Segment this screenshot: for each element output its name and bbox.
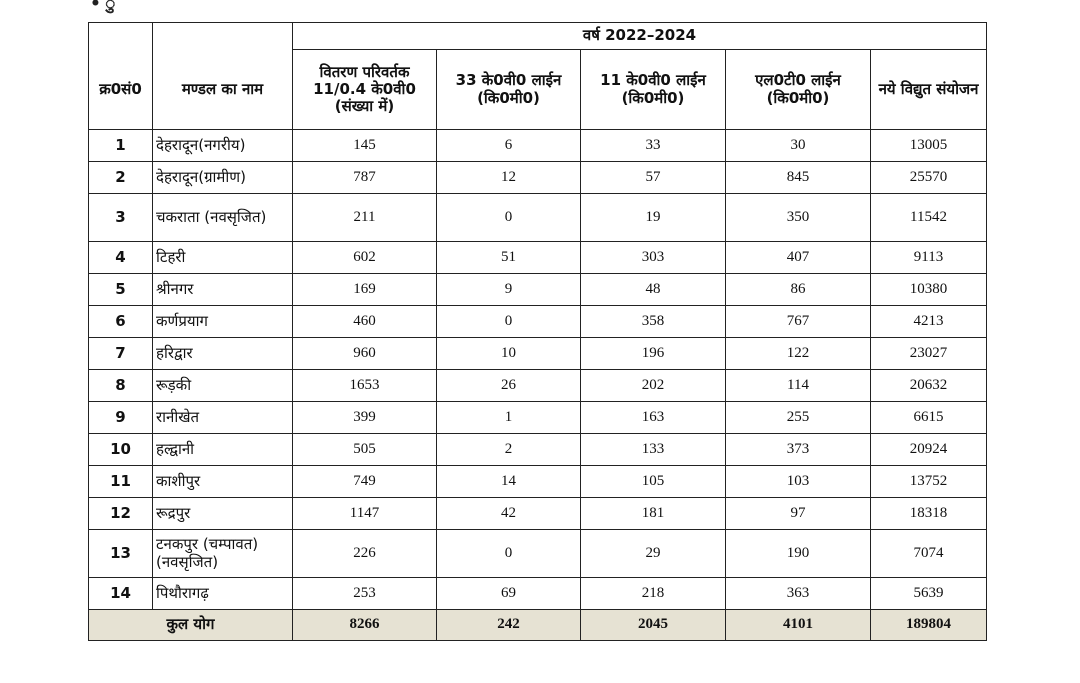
cell-lt: 407 (726, 242, 871, 274)
cell-connections: 9113 (871, 242, 987, 274)
cell-lt: 122 (726, 338, 871, 370)
cell-connections: 5639 (871, 578, 987, 610)
cell-33kv: 69 (437, 578, 581, 610)
cell-mandal-name: हल्द्वानी (153, 434, 293, 466)
header-sn-top (89, 23, 153, 50)
cell-11kv: 19 (581, 194, 726, 242)
cell-mandal-name: चकराता (नवसृजित) (153, 194, 293, 242)
table-row (89, 338, 987, 370)
cell-connections: 25570 (871, 162, 987, 194)
cell-sn: 14 (89, 578, 153, 610)
col-header-transformer: वितरण परिवर्तक 11/0.4 के0वी0 (संख्या में) (293, 50, 437, 130)
cell-sn: 3 (89, 194, 153, 242)
cell-lt: 373 (726, 434, 871, 466)
cell-sn: 1 (89, 130, 153, 162)
cell-transformer: 460 (293, 306, 437, 338)
table-row (89, 466, 987, 498)
cell-transformer: 211 (293, 194, 437, 242)
cell-mandal-name: हरिद्वार (153, 338, 293, 370)
table-row (89, 530, 987, 578)
col-header-33kv: 33 के0वी0 लाईन (कि0मी0) (437, 50, 581, 130)
cell-11kv: 29 (581, 530, 726, 578)
cell-33kv: 51 (437, 242, 581, 274)
cell-11kv: 303 (581, 242, 726, 274)
col-header-new-connections: नये विद्युत संयोजन (871, 50, 987, 130)
top-cutoff-text-fragment: • ु (90, 0, 116, 14)
cell-transformer: 253 (293, 578, 437, 610)
cell-mandal-name: टिहरी (153, 242, 293, 274)
cell-sn: 9 (89, 402, 153, 434)
cell-lt: 845 (726, 162, 871, 194)
cell-33kv: 0 (437, 194, 581, 242)
cell-transformer: 1653 (293, 370, 437, 402)
cell-mandal-name: देहरादून(ग्रामीण) (153, 162, 293, 194)
table-row (89, 162, 987, 194)
header-name-top (153, 23, 293, 50)
cell-mandal-name: काशीपुर (153, 466, 293, 498)
cell-transformer: 169 (293, 274, 437, 306)
column-header-row (89, 50, 987, 130)
total-connections: 189804 (871, 610, 987, 641)
cell-11kv: 358 (581, 306, 726, 338)
cell-transformer: 1147 (293, 498, 437, 530)
cell-sn: 4 (89, 242, 153, 274)
cell-33kv: 6 (437, 130, 581, 162)
cell-33kv: 0 (437, 306, 581, 338)
cell-connections: 23027 (871, 338, 987, 370)
cell-transformer: 399 (293, 402, 437, 434)
cell-connections: 13005 (871, 130, 987, 162)
cell-33kv: 1 (437, 402, 581, 434)
table-row (89, 306, 987, 338)
cell-transformer: 145 (293, 130, 437, 162)
cell-transformer: 505 (293, 434, 437, 466)
table-row (89, 130, 987, 162)
total-33kv: 242 (437, 610, 581, 641)
cell-11kv: 105 (581, 466, 726, 498)
cell-transformer: 749 (293, 466, 437, 498)
cell-33kv: 26 (437, 370, 581, 402)
table-row (89, 370, 987, 402)
cell-lt: 86 (726, 274, 871, 306)
cell-connections: 18318 (871, 498, 987, 530)
cell-connections: 13752 (871, 466, 987, 498)
table-row (89, 498, 987, 530)
total-11kv: 2045 (581, 610, 726, 641)
cell-33kv: 14 (437, 466, 581, 498)
cell-lt: 767 (726, 306, 871, 338)
col-header-mandal: मण्डल का नाम (153, 50, 293, 130)
cell-lt: 114 (726, 370, 871, 402)
cell-transformer: 602 (293, 242, 437, 274)
cell-33kv: 2 (437, 434, 581, 466)
cell-sn: 13 (89, 530, 153, 578)
table-row (89, 578, 987, 610)
cell-connections: 6615 (871, 402, 987, 434)
table-row (89, 402, 987, 434)
cell-transformer: 226 (293, 530, 437, 578)
year-header: वर्ष 2022–2024 (293, 23, 987, 50)
cell-33kv: 0 (437, 530, 581, 578)
cell-11kv: 181 (581, 498, 726, 530)
cell-lt: 103 (726, 466, 871, 498)
table-row (89, 434, 987, 466)
cell-mandal-name: कर्णप्रयाग (153, 306, 293, 338)
table-row (89, 274, 987, 306)
cell-33kv: 12 (437, 162, 581, 194)
cell-11kv: 57 (581, 162, 726, 194)
cell-33kv: 10 (437, 338, 581, 370)
distribution-data-table (88, 22, 987, 641)
cell-mandal-name: रूड़की (153, 370, 293, 402)
cell-mandal-name: पिथौरागढ़ (153, 578, 293, 610)
cell-11kv: 218 (581, 578, 726, 610)
cell-11kv: 196 (581, 338, 726, 370)
cell-connections: 7074 (871, 530, 987, 578)
cell-sn: 5 (89, 274, 153, 306)
cell-11kv: 163 (581, 402, 726, 434)
cell-mandal-name: रानीखेत (153, 402, 293, 434)
cell-lt: 30 (726, 130, 871, 162)
cell-connections: 20924 (871, 434, 987, 466)
cell-11kv: 202 (581, 370, 726, 402)
cell-11kv: 133 (581, 434, 726, 466)
cell-lt: 350 (726, 194, 871, 242)
cell-lt: 97 (726, 498, 871, 530)
table-row (89, 194, 987, 242)
cell-mandal-name: टनकपुर (चम्पावत) (नवसृजित) (153, 530, 293, 578)
cell-33kv: 9 (437, 274, 581, 306)
cell-sn: 2 (89, 162, 153, 194)
col-header-lt: एल0टी0 लाईन (कि0मी0) (726, 50, 871, 130)
cell-connections: 20632 (871, 370, 987, 402)
cell-sn: 6 (89, 306, 153, 338)
cell-mandal-name: देहरादून(नगरीय) (153, 130, 293, 162)
cell-mandal-name: रूद्रपुर (153, 498, 293, 530)
cell-11kv: 33 (581, 130, 726, 162)
table-row (89, 242, 987, 274)
cell-sn: 10 (89, 434, 153, 466)
total-row (89, 610, 987, 641)
cell-33kv: 42 (437, 498, 581, 530)
cell-sn: 8 (89, 370, 153, 402)
cell-lt: 363 (726, 578, 871, 610)
cell-sn: 7 (89, 338, 153, 370)
cell-lt: 255 (726, 402, 871, 434)
cell-11kv: 48 (581, 274, 726, 306)
col-header-11kv: 11 के0वी0 लाईन (कि0मी0) (581, 50, 726, 130)
cell-transformer: 787 (293, 162, 437, 194)
col-header-sn: क्र0सं0 (89, 50, 153, 130)
cell-connections: 4213 (871, 306, 987, 338)
cell-sn: 12 (89, 498, 153, 530)
cell-lt: 190 (726, 530, 871, 578)
total-label: कुल योग (89, 610, 293, 641)
year-header-row (89, 23, 987, 50)
cell-connections: 11542 (871, 194, 987, 242)
cell-mandal-name: श्रीनगर (153, 274, 293, 306)
cell-connections: 10380 (871, 274, 987, 306)
total-transformer: 8266 (293, 610, 437, 641)
cell-sn: 11 (89, 466, 153, 498)
total-lt: 4101 (726, 610, 871, 641)
cell-transformer: 960 (293, 338, 437, 370)
